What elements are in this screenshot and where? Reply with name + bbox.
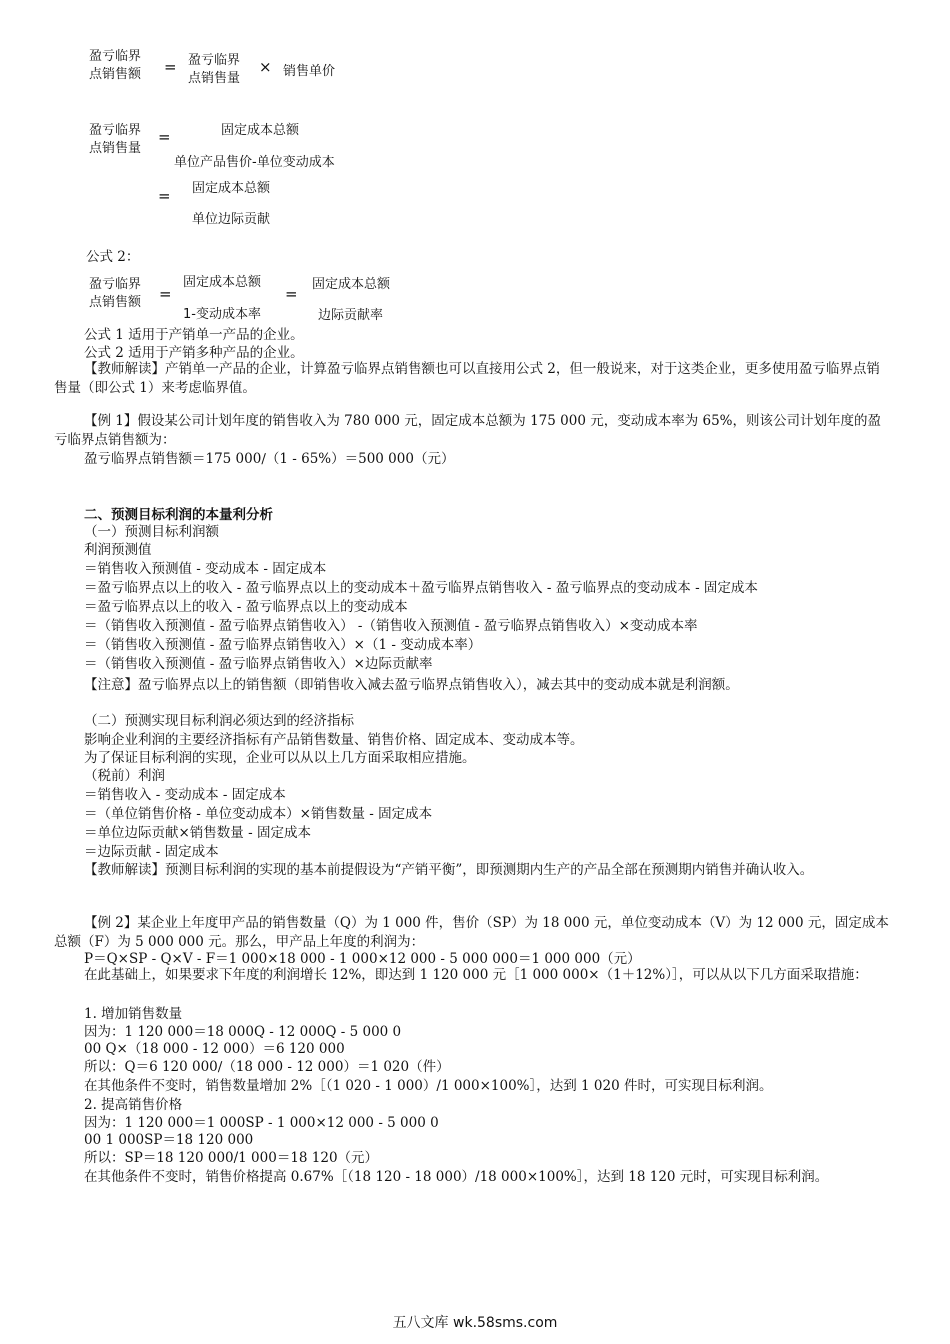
formula-2-lhs-line2: 点销售量 (89, 141, 142, 156)
formula-1-term1-line2: 点销售量 (188, 71, 241, 86)
pretax-eq-2: ＝（单位销售价格 - 单位变动成本）×销售数量 - 固定成本 (84, 806, 433, 822)
formula-1-lhs-line2: 点销售额 (89, 67, 142, 82)
example-1-calc: 盈亏临界点销售额＝175 000∕（1 - 65%）＝500 000（元） (84, 451, 455, 467)
formula-2-numerator-1: 固定成本总额 (221, 123, 300, 138)
formula-1-equals: = (164, 58, 177, 76)
measure-1-heading: 1. 增加销售数量 (84, 1006, 183, 1022)
example-2: 【例 2】某企业上年度甲产品的销售数量（Q）为 1 000 件，售价（SP）为 18 000 元，单位变动成本（V）为 12 000 元，固定成本总额（F）为 5 000 000 元。那么，甲产品上年度的利润为： (54, 915, 889, 950)
indicators-line-1: 影响企业利润的主要经济指标有产品销售数量、销售价格、固定成本、变动成本等。 (84, 732, 584, 748)
footer-watermark: 五八文库 wk.58sms.com (392, 1315, 558, 1331)
formula-2-lhs (89, 122, 141, 158)
profit-eq-6: ＝（销售收入预测值 - 盈亏临界点销售收入）×边际贡献率 (84, 656, 433, 672)
formula-3-lhs (89, 276, 141, 312)
pretax-eq-3: ＝单位边际贡献×销售数量 - 固定成本 (84, 825, 311, 841)
formula-2-equals-2: = (158, 187, 171, 205)
teacher-note-1: 【教师解读】产销单一产品的企业，计算盈亏临界点销售额也可以直接用公式 2，但一般说来，对于这类企业，更多使用盈亏临界点销售量（即公式 1）来考虑临界值。 (54, 361, 880, 396)
profit-eq-2: ＝盈亏临界点以上的收入 - 盈亏临界点以上的变动成本＋盈亏临界点销售收入 - 盈亏临界点的变动成本 - 固定成本 (84, 580, 758, 596)
profit-eq-5: ＝（销售收入预测值 - 盈亏临界点销售收入）×（1 - 变动成本率） (84, 637, 482, 653)
formula-3-lhs-line2: 点销售额 (89, 295, 142, 310)
formula-2-denominator-2: 单位边际贡献 (192, 212, 271, 227)
formula-1-lhs-line1: 盈亏临界 (89, 49, 142, 64)
profit-eq-3: ＝盈亏临界点以上的收入 - 盈亏临界点以上的变动成本 (84, 599, 408, 615)
measure-2-heading: 2. 提高销售价格 (84, 1097, 183, 1113)
formula-1-times: × (259, 58, 272, 76)
measure-1-therefore: 所以：Q＝6 120 000∕（18 000 - 12 000）＝1 020（件） (84, 1059, 450, 1075)
example-1: 【例 1】假设某公司计划年度的销售收入为 780 000 元，固定成本总额为 175 000 元，变动成本率为 65%，则该公司计划年度的盈亏临界点销售额为： (54, 413, 881, 448)
profit-eq-4: ＝（销售收入预测值 - 盈亏临界点销售收入） -（销售收入预测值 - 盈亏临界点销售收入）×变动成本率 (84, 618, 698, 634)
section-2-heading: 二、预测目标利润的本量利分析 (84, 507, 273, 523)
formula-2-denominator-1: 单位产品售价-单位变动成本 (174, 155, 335, 170)
subsection-2-heading: （二）预测实现目标利润必须达到的经济指标 (84, 713, 354, 729)
formula-3-denominator-2: 边际贡献率 (318, 308, 384, 323)
pretax-eq-4: ＝边际贡献 - 固定成本 (84, 844, 219, 860)
measure-2-because: 因为：1 120 000＝1 000SP - 1 000×12 000 - 5 000 0 (84, 1115, 439, 1131)
line-formula1-usage: 公式 1 适用于产销单一产品的企业。 (84, 327, 304, 343)
formula-3-lhs-line1: 盈亏临界 (89, 277, 142, 292)
formula-3-equals-1: = (159, 285, 172, 303)
measure-2-conclusion: 在其他条件不变时，销售价格提高 0.67%［（18 120 - 18 000）/18 000×100%］，达到 18 120 元时，可实现目标利润。 (84, 1169, 829, 1185)
measure-1-because-cont: 00 Q×（18 000 - 12 000）＝6 120 000 (84, 1041, 345, 1057)
profit-eq-1: ＝销售收入预测值 - 变动成本 - 固定成本 (84, 561, 327, 577)
subsection-1-heading: （一）预测目标利润额 (84, 524, 219, 540)
note: 【注意】盈亏临界点以上的销售额（即销售收入减去盈亏临界点销售收入），减去其中的变动成本就是利润额。 (84, 677, 739, 693)
profit-forecast-label: 利润预测值 (84, 542, 152, 558)
formula-1-lhs (89, 48, 141, 84)
measure-1-because: 因为：1 120 000＝18 000Q - 12 000Q - 5 000 0 (84, 1024, 402, 1040)
indicators-line-2: 为了保证目标利润的实现，企业可以从以上几方面采取相应措施。 (84, 750, 476, 766)
formula-3-numerator-2: 固定成本总额 (312, 277, 391, 292)
teacher-note-2: 【教师解读】预测目标利润的实现的基本前提假设为“产销平衡”，即预测期内生产的产品全部在预测期内销售并确认收入。 (84, 862, 814, 878)
formula-1-term1-line1: 盈亏临界 (188, 53, 241, 68)
formula-2-label: 公式 2： (86, 249, 140, 265)
example-2-profit: P＝Q×SP - Q×V - F＝1 000×18 000 - 1 000×12 000 - 5 000 000＝1 000 000（元） (84, 951, 641, 967)
formula-3-denominator-1: 1-变动成本率 (183, 307, 261, 322)
measure-2-therefore: 所以：SP＝18 120 000/1 000＝18 120（元） (84, 1150, 379, 1166)
example-2-target: 在此基础上，如果要求下年度的利润增长 12%，即达到 1 120 000 元［1 000 000×（1＋12%）］，可以从以下几方面采取措施： (84, 967, 868, 983)
formula-3-numerator-1: 固定成本总额 (183, 275, 262, 290)
formula-2-numerator-2: 固定成本总额 (192, 181, 271, 196)
measure-2-because-cont: 00 1 000SP＝18 120 000 (84, 1132, 254, 1148)
formula-1-term2: 销售单价 (283, 64, 336, 79)
line-formula2-usage: 公式 2 适用于产销多种产品的企业。 (84, 345, 304, 361)
formula-2-lhs-line1: 盈亏临界 (89, 123, 142, 138)
pretax-profit-label: （税前）利润 (84, 768, 165, 784)
measure-1-conclusion: 在其他条件不变时，销售数量增加 2%［（1 020 - 1 000）/1 000×100%］，达到 1 020 件时，可实现目标利润。 (84, 1078, 773, 1094)
formula-2-equals-1: = (158, 128, 171, 146)
pretax-eq-1: ＝销售收入 - 变动成本 - 固定成本 (84, 787, 286, 803)
formula-1-term1 (188, 52, 240, 88)
formula-3-equals-2: = (285, 285, 298, 303)
